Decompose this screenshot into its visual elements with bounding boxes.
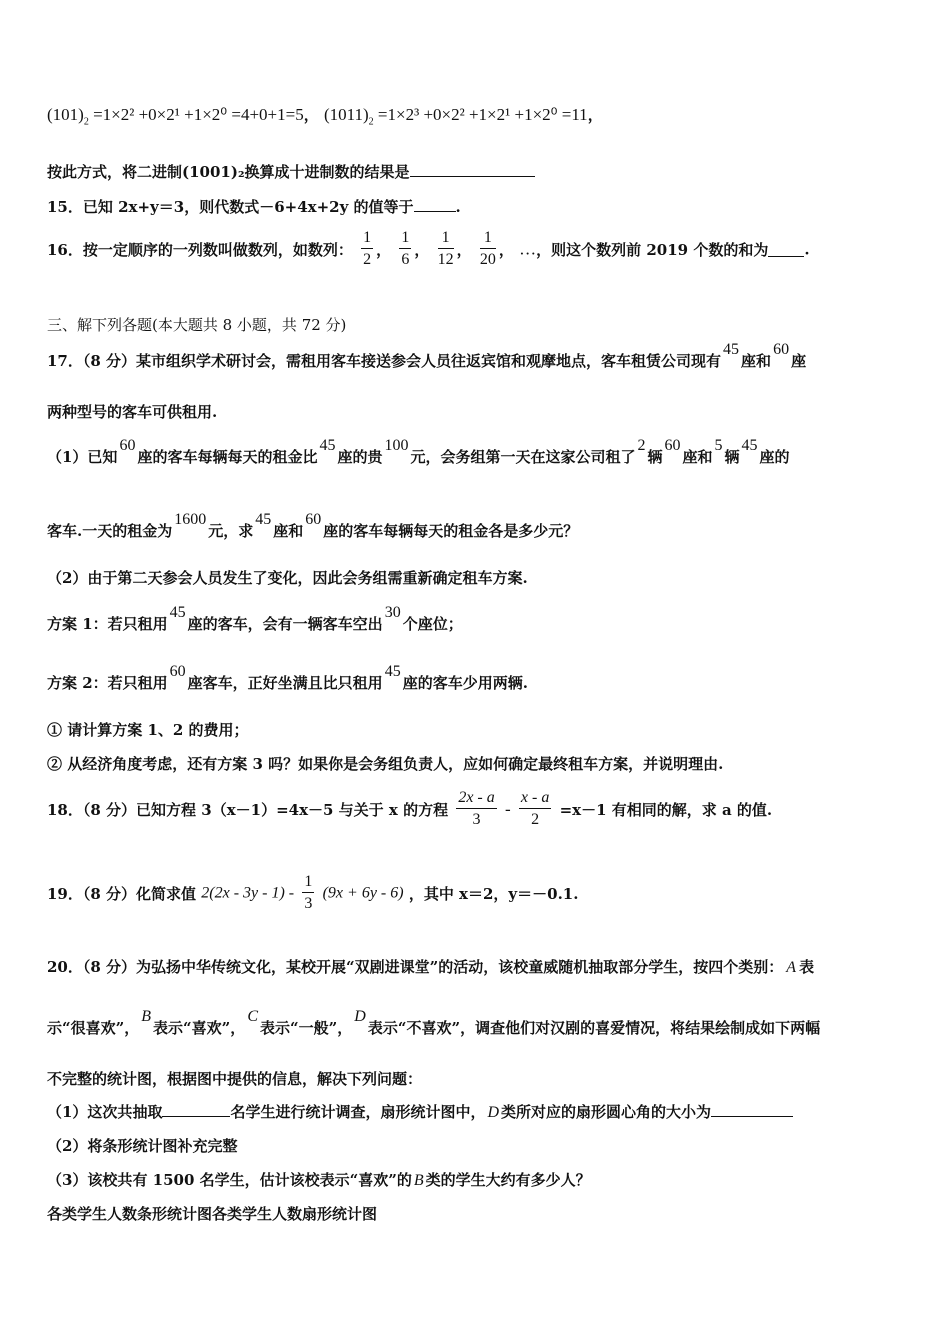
comma: ， xyxy=(414,241,430,259)
category-letter: A xyxy=(786,959,797,976)
number: 60 xyxy=(119,437,136,454)
number: 100 xyxy=(384,437,409,454)
fraction-denominator: 2 xyxy=(531,811,540,828)
text: （1）这次共抽取 xyxy=(47,1103,163,1121)
binary-example-2-lhs: (1011) xyxy=(323,105,369,124)
binary-example-2-base: 2 xyxy=(368,116,374,128)
answer-blank[interactable] xyxy=(711,1102,793,1117)
text: 方案 2：若只租用 xyxy=(47,674,168,692)
text: 座和 xyxy=(682,448,713,466)
text: 18．（8 分）已知方程 3（x－1）=4x－5 与关于 x 的方程 xyxy=(47,801,449,819)
text: 座客车，正好坐满且比只租用 xyxy=(187,674,383,692)
fraction xyxy=(302,872,314,915)
question-18 xyxy=(47,788,772,831)
question-20-part-3 xyxy=(47,1169,591,1190)
question-20-line-1 xyxy=(47,956,814,977)
ellipsis: … xyxy=(519,239,537,259)
fraction xyxy=(456,788,496,831)
text: 表 xyxy=(799,958,815,976)
period: . xyxy=(804,240,810,259)
text: 不完整的统计图，根据图中提供的信息，解决下列问题： xyxy=(47,1070,423,1088)
fraction-numerator: 1 xyxy=(438,228,454,249)
fraction-numerator: 1 xyxy=(361,228,373,249)
category-letter: B xyxy=(413,1172,424,1189)
number: 45 xyxy=(741,437,758,454)
text: 座的 xyxy=(759,448,790,466)
question-16-suffix: ，则这个数列前 2019 个数的和为 xyxy=(536,241,769,259)
text: （1）已知 xyxy=(47,448,118,466)
question-19 xyxy=(47,872,578,915)
question-15 xyxy=(47,196,461,217)
category-letter: B xyxy=(141,1008,152,1025)
category-letter: D xyxy=(487,1104,500,1121)
fraction xyxy=(480,228,496,271)
answer-blank[interactable] xyxy=(414,197,456,212)
comma: ， xyxy=(456,241,472,259)
question-17-part-1-cont xyxy=(47,511,579,541)
text: 座和 xyxy=(741,352,772,370)
text: 20．（8 分）为弘扬中华传统文化，某校开展“双剧进课堂”的活动，该校童威随机抽取部分学生，按四个类别： xyxy=(47,958,784,976)
question-20-part-2 xyxy=(47,1135,237,1156)
number: 2 xyxy=(637,437,646,454)
text: 座 xyxy=(791,352,807,370)
category-letter: C xyxy=(247,1008,258,1025)
binary-question-text: 按此方式，将二进制(1001)₂换算成十进制数的结果是 xyxy=(47,163,410,181)
text: 座和 xyxy=(273,522,304,540)
text: 座的客车，会有一辆客车空出 xyxy=(187,615,383,633)
fraction-numerator: x - a xyxy=(519,788,551,809)
fraction-numerator: 1 xyxy=(480,228,496,249)
text: 客车.一天的租金为 xyxy=(47,522,173,540)
question-15-text: 15．已知 2x+y＝3，则代数式－6+4x+2y 的值等于 xyxy=(47,198,414,216)
binary-example-1-lhs: (101) xyxy=(47,105,84,124)
text: 类所对应的扇形圆心角的大小为 xyxy=(501,1103,712,1121)
section-3-heading xyxy=(47,314,346,335)
question-20-line-2 xyxy=(47,1008,821,1038)
text: 表示“一般”， xyxy=(259,1019,353,1037)
text: （3）该校共有 1500 名学生，估计该校表示“喜欢”的 xyxy=(47,1171,412,1189)
number: 45 xyxy=(319,437,336,454)
fraction-denominator: 3 xyxy=(472,811,481,828)
text: 座的客车少用两辆. xyxy=(402,674,528,692)
plan-1 xyxy=(47,604,463,634)
number: 30 xyxy=(384,604,401,621)
fraction-denominator: 2 xyxy=(363,251,372,268)
fraction xyxy=(399,228,411,271)
sub-question-2 xyxy=(47,753,723,774)
binary-example-2-rhs: =1×2³ +0×2² +1×2¹ +1×2⁰ =11 xyxy=(377,105,588,124)
number: 5 xyxy=(714,437,723,454)
binary-example-2 xyxy=(323,105,588,128)
fraction xyxy=(438,228,454,271)
plan-2 xyxy=(47,663,528,693)
question-20-part-1 xyxy=(47,1101,793,1122)
answer-blank[interactable] xyxy=(768,242,804,257)
fraction-numerator: 2x - a xyxy=(456,788,496,809)
number: 45 xyxy=(384,663,401,680)
text: 名学生进行统计调查，扇形统计图中， xyxy=(230,1103,486,1121)
fraction-numerator: 1 xyxy=(399,228,411,249)
text: ，其中 x＝2，y＝－0.1. xyxy=(408,885,579,903)
question-16 xyxy=(47,228,810,271)
binary-example-1 xyxy=(47,105,304,128)
number: 45 xyxy=(723,341,740,358)
number: 60 xyxy=(664,437,681,454)
text: =x－1 有相同的解，求 a 的值. xyxy=(559,801,773,819)
question-17-part-1 xyxy=(47,437,790,467)
number: 60 xyxy=(169,663,186,680)
fraction-denominator: 20 xyxy=(479,251,496,268)
text: 元，求 xyxy=(208,522,254,540)
binary-example-1-base: 2 xyxy=(83,116,89,128)
fraction-denominator: 3 xyxy=(304,895,313,912)
text: （2）将条形统计图补充完整 xyxy=(47,1137,238,1155)
fraction xyxy=(519,788,551,831)
text: 座的客车每辆每天的租金各是多少元？ xyxy=(323,522,579,540)
question-20-line-3 xyxy=(47,1068,422,1089)
answer-blank[interactable] xyxy=(410,162,535,177)
category-letter: D xyxy=(354,1008,366,1025)
text: 辆 xyxy=(647,448,663,466)
binary-question xyxy=(47,161,535,182)
text: 类的学生大约有多少人？ xyxy=(425,1171,591,1189)
section-3-title: 三、解下列各题(本大题共 8 小题，共 72 分) xyxy=(47,316,347,334)
text: 17．（8 分）某市组织学术研讨会，需租用客车接送参会人员往返宾馆和观摩地点，客车租赁公司现有 xyxy=(47,352,722,370)
question-17-line-2 xyxy=(47,401,217,422)
text: ① 请计算方案 1、2 的费用； xyxy=(47,721,249,739)
comma: ， xyxy=(376,241,392,259)
number: 45 xyxy=(255,511,272,528)
sub-question-1 xyxy=(47,719,249,740)
minus-sign: - xyxy=(504,799,511,819)
text: 座的客车每辆每天的租金比 xyxy=(137,448,318,466)
binary-example-line xyxy=(47,104,603,127)
fraction-denominator: 6 xyxy=(401,251,410,268)
fraction xyxy=(361,228,373,271)
caption-text: 各类学生人数条形统计图各类学生人数扇形统计图 xyxy=(47,1205,378,1223)
text: 示“很喜欢”， xyxy=(47,1019,140,1037)
fraction-numerator: 1 xyxy=(302,872,314,893)
text: 方案 1：若只租用 xyxy=(47,615,168,633)
text: 座的贵 xyxy=(337,448,383,466)
number: 60 xyxy=(305,511,322,528)
binary-example-1-rhs: =1×2² +0×2¹ +1×2⁰ =4+0+1=5 xyxy=(93,105,304,124)
answer-blank[interactable] xyxy=(162,1102,230,1117)
comma: ， xyxy=(587,106,603,124)
period: . xyxy=(455,198,461,216)
number: 45 xyxy=(169,604,186,621)
text: 两种型号的客车可供租用. xyxy=(47,403,218,421)
text: （2）由于第二天参会人员发生了变化，因此会务组需重新确定租车方案. xyxy=(47,569,528,587)
number: 1600 xyxy=(174,511,207,528)
text: 表示“不喜欢”，调查他们对汉剧的喜爱情况，将结果绘制成如下两幅 xyxy=(367,1019,821,1037)
text: 元，会务组第一天在这家公司租了 xyxy=(410,448,636,466)
expression-part: (9x + 6y - 6) xyxy=(322,884,404,902)
chart-caption xyxy=(47,1203,377,1224)
text: 表示“喜欢”， xyxy=(153,1019,246,1037)
comma: ， xyxy=(498,241,514,259)
question-17-part-2 xyxy=(47,567,528,588)
text: 个座位； xyxy=(402,615,463,633)
text: 辆 xyxy=(724,448,740,466)
text: 19．（8 分）化简求值 xyxy=(47,885,197,903)
question-16-prefix: 16．按一定顺序的一列数叫做数列，如数列： xyxy=(47,241,353,259)
text: ② 从经济角度考虑，还有方案 3 吗？如果你是会务组负责人，应如何确定最终租车方案，并说明理由. xyxy=(47,755,724,773)
number: 60 xyxy=(773,341,790,358)
fraction-denominator: 12 xyxy=(437,251,454,268)
question-17-line-1 xyxy=(47,341,807,371)
expression-part: 2(2x - 3y - 1) - xyxy=(201,884,295,902)
comma: ， xyxy=(303,106,319,124)
